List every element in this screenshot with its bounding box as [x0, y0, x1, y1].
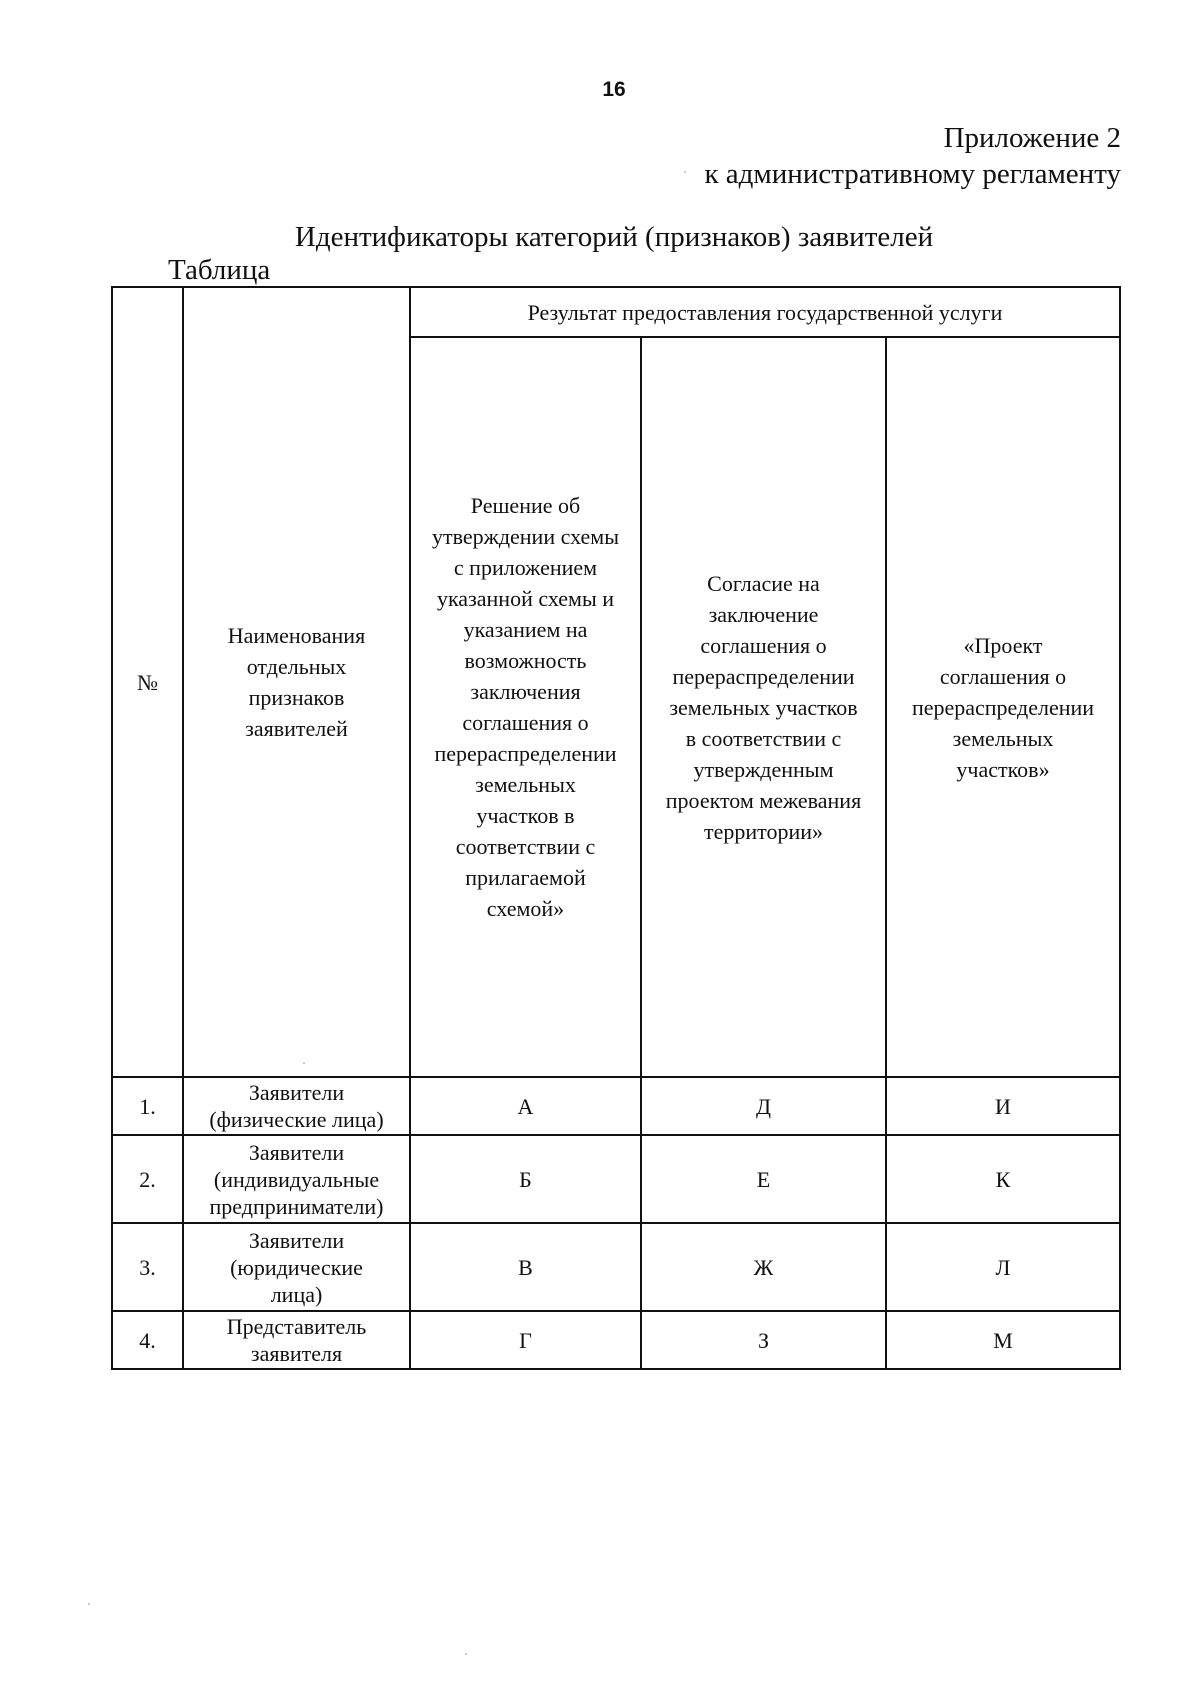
row-number: 1.: [112, 1077, 183, 1135]
row-applicant-name: Заявители (индивидуальные предприниматели): [183, 1135, 410, 1223]
table-row: [112, 1223, 1120, 1311]
header-result-consent: Согласие на заключение соглашения о перераспределении земельных участков в соответствии с утвержденным проектом межевания территории»: [641, 337, 886, 1077]
document-title: Идентификаторы категорий (признаков) заявителей: [294, 221, 934, 253]
scan-speck: [684, 171, 686, 173]
appendix-title: Приложение 2: [943, 122, 1121, 154]
table-row: [112, 1077, 1120, 1135]
row-code: М: [886, 1311, 1120, 1369]
header-applicant-name: Наименования отдельных признаков заявителей: [183, 287, 410, 1077]
scan-speck: [465, 1653, 467, 1655]
row-code: Е: [641, 1135, 886, 1223]
row-code: З: [641, 1311, 886, 1369]
table-row: [112, 1311, 1120, 1369]
scan-speck: [88, 1603, 90, 1605]
applicant-categories-table: [111, 286, 1121, 1370]
scan-speck: [303, 1062, 305, 1064]
header-result-draft-agreement: «Проект соглашения о перераспределении земельных участков»: [886, 337, 1120, 1077]
table-label: Таблица: [168, 254, 271, 286]
row-code: В: [410, 1223, 641, 1311]
row-code: Д: [641, 1077, 886, 1135]
table-row: [112, 1135, 1120, 1223]
row-code: Л: [886, 1223, 1120, 1311]
row-applicant-name: Заявители (физические лица): [183, 1077, 410, 1135]
appendix-subtitle: к административному регламенту: [704, 158, 1121, 190]
header-result-group: Результат предоставления государственной услуги: [410, 287, 1120, 337]
row-code: Г: [410, 1311, 641, 1369]
row-code: К: [886, 1135, 1120, 1223]
header-number: №: [112, 287, 183, 1077]
row-number: 2.: [112, 1135, 183, 1223]
row-code: Б: [410, 1135, 641, 1223]
row-code: А: [410, 1077, 641, 1135]
row-code: Ж: [641, 1223, 886, 1311]
header-result-scheme-approval: Решение об утверждении схемы с приложением указанной схемы и указанием на возможность заключения соглашения о перераспределении земельных участков в соответствии с прилагаемой схемой»: [410, 337, 641, 1077]
row-applicant-name: Заявители (юридические лица): [183, 1223, 410, 1311]
row-number: 4.: [112, 1311, 183, 1369]
row-applicant-name: Представитель заявителя: [183, 1311, 410, 1369]
page-number: 16: [602, 78, 626, 101]
row-code: И: [886, 1077, 1120, 1135]
row-number: 3.: [112, 1223, 183, 1311]
